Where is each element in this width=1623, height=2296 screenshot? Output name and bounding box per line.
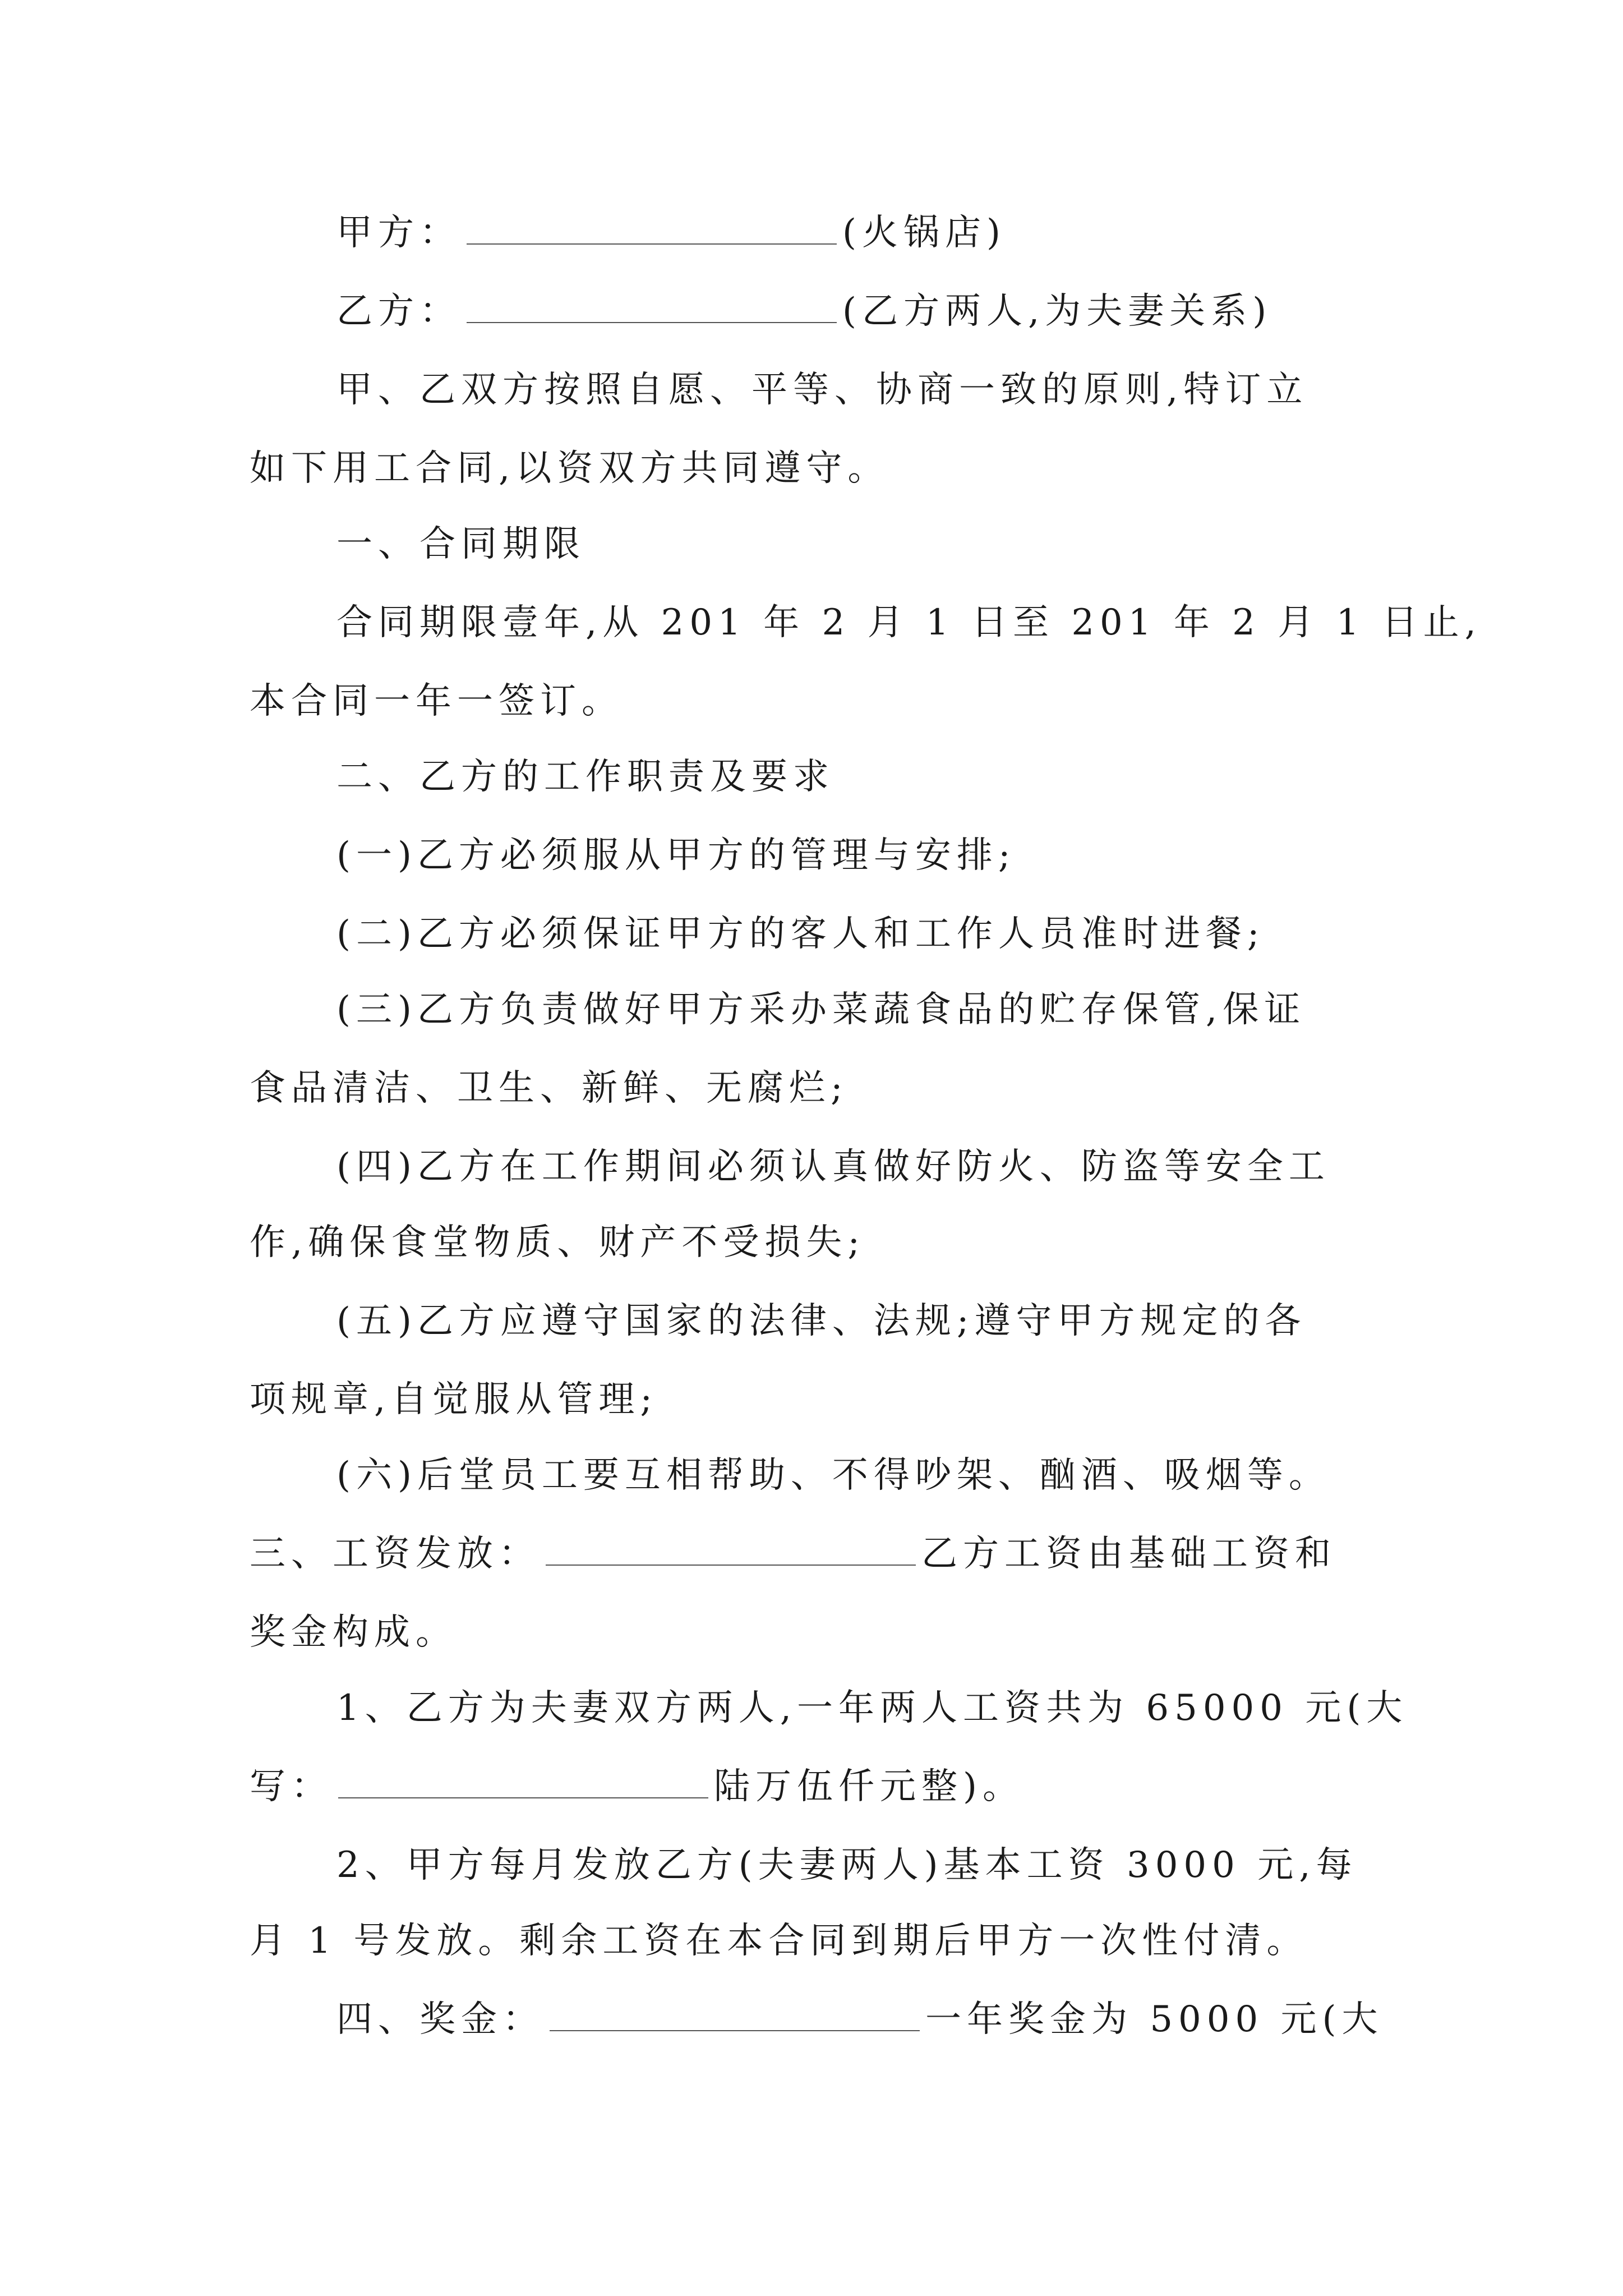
section-4-blank[interactable]: [550, 1998, 920, 2031]
party-a-note: (火锅店): [842, 212, 1006, 254]
intro-line-1: 甲、乙双方按照自愿、平等、协商一致的原则,特订立: [336, 369, 1308, 411]
section-1-body-line-2: 本合同一年一签订。: [250, 680, 623, 722]
party-b-label: 乙方：: [336, 291, 461, 332]
section-3-item-1-line-2: [250, 1764, 1024, 1809]
section-2-item-6: (六)后堂员工要互相帮助、不得吵架、酗酒、吸烟等。: [336, 1455, 1330, 1496]
section-2-heading: 二、乙方的工作职责及要求: [336, 756, 834, 798]
section-2-item-3-line-2: 食品清洁、卫生、新鲜、无腐烂;: [250, 1068, 849, 1109]
amount-in-words-blank[interactable]: [338, 1765, 708, 1798]
section-2-item-5-line-2: 项规章,自觉服从管理;: [250, 1379, 658, 1420]
section-2-item-4-line-1: (四)乙方在工作期间必须认真做好防火、防盗等安全工: [336, 1146, 1330, 1188]
section-4-note: 一年奖金为 5000 元(大: [925, 1999, 1384, 2040]
section-4-heading-line: [336, 1997, 1384, 2042]
section-3-item-2-line-2: 月 1 号发放。剩余工资在本合同到期后甲方一次性付清。: [250, 1920, 1308, 1962]
party-a-line: [336, 210, 1006, 255]
section-3-note: 乙方工资由基础工资和: [921, 1533, 1336, 1575]
party-a-blank[interactable]: [467, 211, 837, 245]
party-b-line: [336, 289, 1272, 334]
section-2-item-3-line-1: (三)乙方负责做好甲方采办菜蔬食品的贮存保管,保证: [336, 989, 1306, 1030]
section-3-blank[interactable]: [546, 1532, 916, 1566]
section-1-heading: 一、合同期限: [336, 523, 585, 565]
section-4-heading: 四、奖金：: [336, 1999, 544, 2040]
party-b-blank[interactable]: [467, 289, 837, 323]
section-2-item-5-line-1: (五)乙方应遵守国家的法律、法规;遵守甲方规定的各: [336, 1300, 1307, 1342]
party-b-note: (乙方两人,为夫妻关系): [842, 291, 1272, 332]
section-2-item-4-line-2: 作,确保食堂物质、财产不受损失;: [250, 1222, 865, 1263]
section-1-body-line-1: 合同期限壹年,从 201 年 2 月 1 日至 201 年 2 月 1 日止,: [336, 602, 1482, 643]
section-3-heading-line-2: 奖金构成。: [250, 1612, 457, 1653]
section-2-item-1: (一)乙方必须服从甲方的管理与安排;: [336, 835, 1016, 876]
amount-in-words-label: 写：: [250, 1766, 333, 1807]
section-3-item-2-line-1: 2、甲方每月发放乙方(夫妻两人)基本工资 3000 元,每: [336, 1844, 1358, 1886]
section-3-item-1-line-1: 1、乙方为夫妻双方两人,一年两人工资共为 65000 元(大: [336, 1687, 1408, 1729]
section-2-item-2: (二)乙方必须保证甲方的客人和工作人员准时进餐;: [336, 913, 1265, 955]
amount-in-words-note: 陆万伍仟元整)。: [714, 1766, 1024, 1807]
intro-line-2: 如下用工合同,以资双方共同遵守。: [250, 448, 889, 489]
section-3-heading-line: [250, 1531, 1336, 1576]
party-a-label: 甲方：: [336, 212, 461, 254]
section-3-heading: 三、工资发放：: [250, 1533, 540, 1575]
